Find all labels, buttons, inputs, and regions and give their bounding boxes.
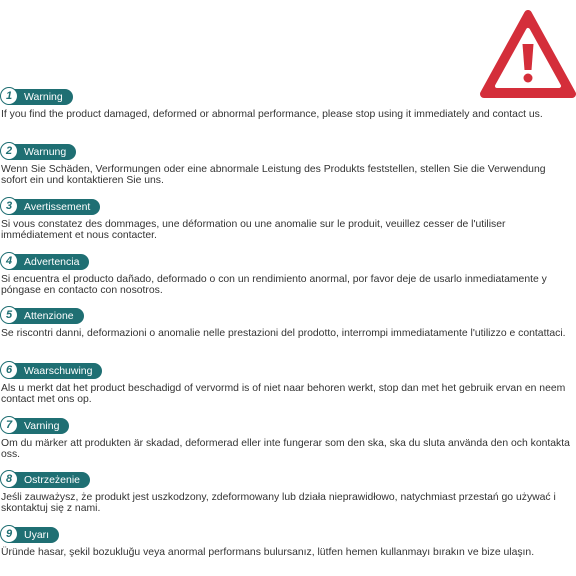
label-tag — [5, 418, 69, 434]
section-warning-en — [0, 87, 576, 120]
label-tag — [5, 472, 90, 488]
warning-text: Se riscontri danni, deformazioni o anomalie nelle prestazioni del prodotto, interrompi immediatamente l'utilizzo e contattaci. — [1, 328, 566, 339]
label-tag — [5, 254, 89, 270]
warning-text: Als u merkt dat het product beschadigd of vervormd is of niet naar behoren werkt, stop dan met het gebruik ervan en neem contact met ons op. — [1, 383, 566, 406]
label-tag — [5, 89, 73, 105]
warning-text: If you find the product damaged, deformed or abnormal performance, please stop using it immediately and contact us. — [1, 109, 543, 120]
section-warning-nl — [0, 361, 576, 406]
number-badge: 4 — [0, 252, 18, 270]
warning-text: Om du märker att produkten är skadad, deformerad eller inte fungerar som den ska, ska du sluta använda den och kontakta oss. — [1, 438, 570, 461]
warning-text: Jeśli zauważysz, że produkt jest uszkodzony, zdeformowany lub działa nieprawidłowo, natychmiast przestań go używać i skontaktuj się z nami. — [1, 492, 556, 515]
section-warning-pl — [0, 470, 576, 515]
number-badge: 1 — [0, 87, 18, 105]
label-tag — [5, 308, 84, 324]
label-tag — [5, 199, 100, 215]
label-text: Waarschuwing — [24, 365, 93, 377]
warning-text: Wenn Sie Schäden, Verformungen oder eine abnormale Leistung des Produkts feststellen, stellen Sie die Verwendung sofort ein und kontaktieren Sie uns. — [1, 164, 546, 187]
section-warning-it — [0, 306, 576, 339]
number-badge: 5 — [0, 306, 18, 324]
section-warning-tr — [0, 525, 576, 558]
section-warning-sv — [0, 416, 576, 461]
section-warning-fr — [0, 197, 576, 242]
number-badge: 6 — [0, 361, 18, 379]
label-text: Warnung — [24, 146, 67, 158]
label-text: Uyarı — [24, 529, 50, 541]
section-warning-de — [0, 142, 576, 187]
number-badge: 9 — [0, 525, 18, 543]
number-badge: 7 — [0, 416, 18, 434]
label-text: Attenzione — [24, 310, 74, 322]
label-tag — [5, 363, 102, 379]
label-text: Advertencia — [24, 256, 80, 268]
label-tag — [5, 144, 76, 160]
section-warning-es — [0, 252, 576, 297]
number-badge: 3 — [0, 197, 18, 215]
warning-text: Si vous constatez des dommages, une déformation ou une anomalie sur le produit, veuillez cesser de l'utiliser immédiatement et nous contacter. — [1, 219, 506, 242]
label-tag — [5, 527, 59, 543]
label-text: Warning — [24, 91, 63, 103]
number-badge: 2 — [0, 142, 18, 160]
label-text: Ostrzeżenie — [24, 474, 81, 486]
label-text: Varning — [24, 420, 60, 432]
warning-text: Si encuentra el producto dañado, deformado o con un rendimiento anormal, por favor deje de usarlo inmediatamente y póngase en contacto con nosotros. — [1, 274, 547, 297]
label-text: Avertissement — [24, 201, 91, 213]
warning-text: Üründe hasar, şekil bozukluğu veya anormal performans bulursanız, lütfen hemen kullanmayı bırakın ve bize ulaşın. — [1, 547, 535, 558]
number-badge: 8 — [0, 470, 18, 488]
